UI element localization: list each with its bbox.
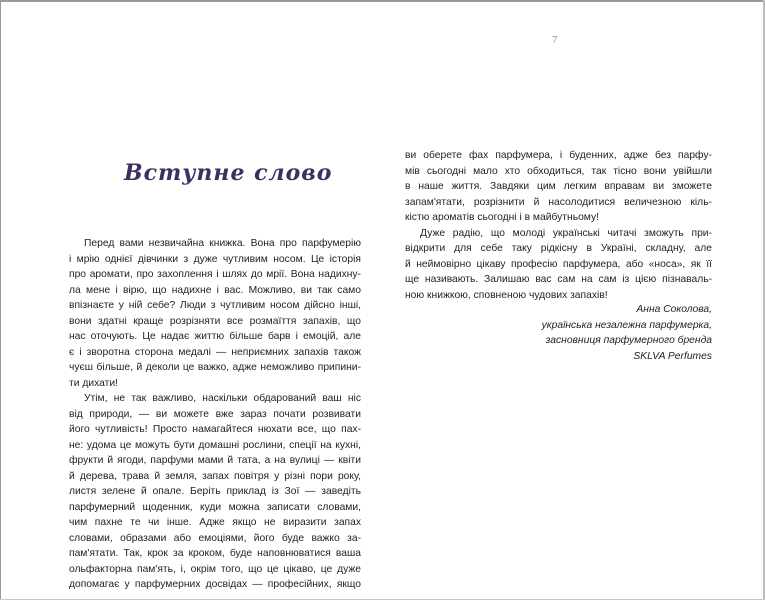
text-line: допомагає у парфумерних досвідах — професійних, якщо [69, 579, 361, 590]
right-text-column [405, 148, 712, 303]
page-number: 7 [552, 34, 558, 46]
text-line: чим пахне те чи інше. Адже якщо не виразити запах [69, 517, 361, 528]
text-line: ною книжкою, сповненою чудових запахів! [405, 289, 608, 301]
text-line: ви оберете фах парфумера, і буденних, адже без парфу- [405, 150, 712, 161]
text-line: чуєш більше, й деколи це важко, адже неможливо припини- [69, 362, 361, 373]
signature-role: українська незалежна парфумерка, [541, 319, 712, 331]
signature-founder: засновниця парфумерного бренда [545, 335, 712, 346]
text-line: його чутливість! Просто намагайтеся нюхати все, що пах- [69, 424, 361, 435]
text-line: відкрити для себе таку рідкісну в Україні, складну, але [405, 243, 712, 254]
text-line: парфумерний щоденник, куди можна записати словами, [69, 501, 361, 513]
text-line: кістю ароматів сьогодні і в майбутньому! [405, 212, 600, 223]
text-line: не: удома це можуть бути домашні рослини, спеції на кухні, [69, 439, 361, 451]
text-line: словами, образами або емоціями, його буде важко за- [69, 532, 361, 544]
text-line: листя зелене й опале. Беріть приклад із Зої — заведіть [69, 486, 361, 497]
text-line: мів сьогодні мало хто обходиться, так тісно вони увійшли [405, 165, 712, 177]
text-line: Утім, не так важливо, наскільки обдарований ваш ніс [84, 393, 361, 404]
text-line: вони здатні краще розрізняти все розмаїття запахів, що [69, 315, 361, 327]
text-line: пам'ятати. Так, крок за кроком, буде наповнюватися ваша [69, 548, 361, 559]
frame-top-border [0, 0, 765, 2]
text-line: нас оточують. Це надає життю більше барв і емоцій, але [69, 331, 361, 342]
text-line: запам'ятати, розрізнити й насолодитися величезною кіль- [405, 196, 712, 208]
text-line: Дуже радію, що молоді українські читачі зможуть при- [420, 227, 712, 239]
author-signature [430, 302, 712, 364]
chapter-title: Вступне слово [124, 160, 333, 186]
text-line: ще називають. Залишаю вас сам на сам із цією пізнаваль- [405, 274, 712, 285]
text-line: ти дихати! [69, 377, 118, 389]
text-line: впізнаєте у ній себе? Люди з чутливим носом дійсно інші, [69, 300, 361, 311]
text-line: й дерева, трава й земля, запах повітря у різні пори року, [69, 470, 361, 482]
text-line: ла мене і вірю, що надихне і вас. Можливо, ви так само [69, 284, 361, 296]
text-line: від природи, — ви можете вже зараз почати розвивати [69, 408, 361, 420]
signature-name: Анна Соколова, [636, 304, 712, 315]
text-line: і мрію однієї дівчинки з дуже чутливим носом. Це історія [69, 253, 361, 265]
text-line: ольфакторна пам'ять, і, окрім того, що це цікаво, це дуже [69, 563, 361, 575]
signature-brand: SKLVA Perfumes [633, 350, 712, 362]
frame-left-border [0, 0, 1, 600]
text-line: й неймовірно цікаву професію парфумера, або «носа», як її [405, 258, 712, 270]
text-line: є і зворотна сторона медалі — неприємних запахів також [69, 346, 361, 358]
text-line: Перед вами незвичайна книжка. Вона про парфумерію [84, 238, 361, 249]
text-line: про аромати, про захоплення і шлях до мрії. Вона надихну- [69, 269, 361, 280]
text-line: фрукти й ягоди, парфуми мами й тата, а на вулиці — квіти [69, 455, 361, 466]
left-text-column [69, 236, 361, 593]
text-line: в наше життя. Завдяки цим легким вправам ви зможете [405, 181, 712, 192]
